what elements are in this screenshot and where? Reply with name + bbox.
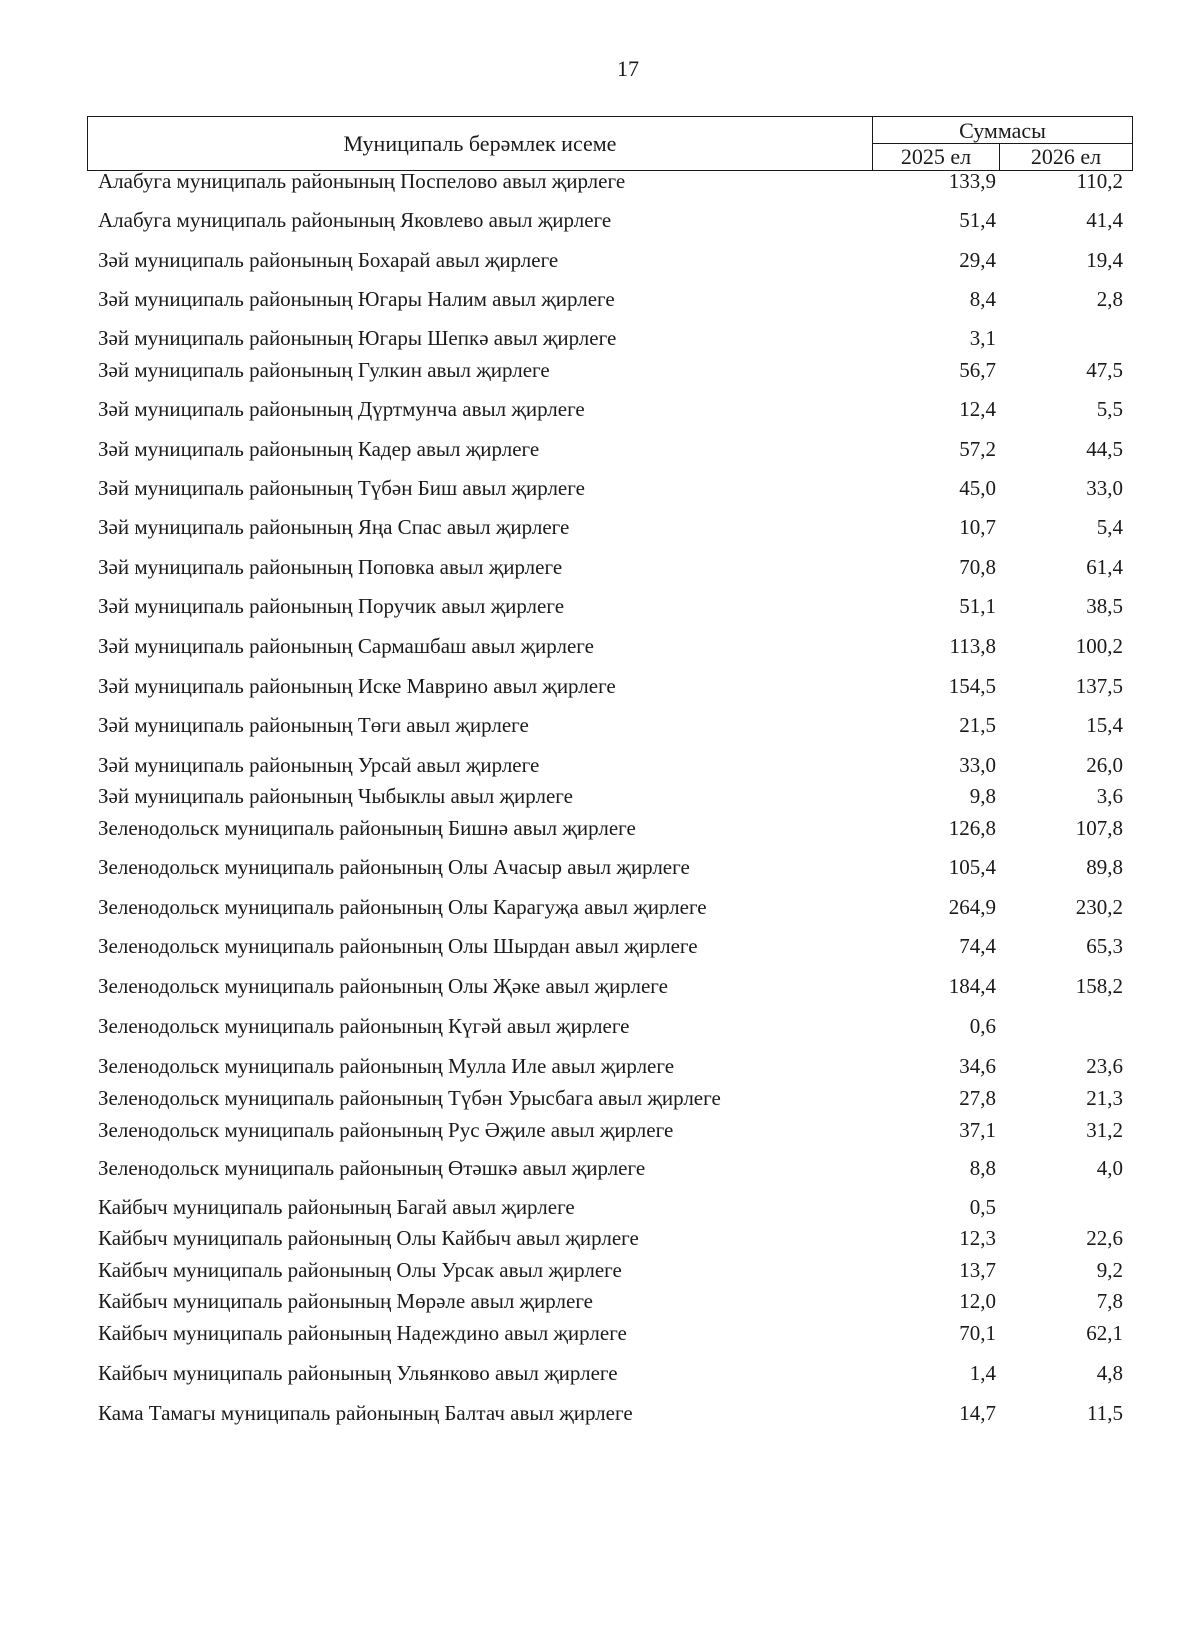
municipality-name: Алабуга муниципаль районының Поспелово авыл җирлеге [98, 169, 626, 193]
sum-2025: 113,8 [949, 634, 996, 658]
sum-2026: 31,2 [1086, 1118, 1123, 1142]
sum-2025: 14,7 [959, 1401, 996, 1425]
municipality-name: Зәй муниципаль районының Иске Маврино авыл җирлеге [98, 674, 616, 698]
sum-2026: 110,2 [1076, 169, 1123, 193]
table-row [0, 631, 1200, 661]
municipality-name: Зеленодольск муниципаль районының Күгәй авыл җирлеге [98, 1014, 630, 1038]
table-row [0, 394, 1200, 424]
sum-2026: 230,2 [1075, 895, 1123, 919]
sum-2026: 26,0 [1086, 753, 1123, 777]
table-row [0, 892, 1200, 922]
sum-2026: 5,5 [1096, 397, 1123, 421]
sum-2026: 7,8 [1096, 1289, 1123, 1313]
sum-2026: 61,4 [1086, 555, 1123, 579]
table-row [0, 1255, 1200, 1285]
municipality-name: Кама Тамагы муниципаль районының Балтач авыл җирлеге [98, 1401, 633, 1425]
municipality-name: Зәй муниципаль районының Югары Шепкә авыл җирлеге [98, 326, 617, 350]
table-row [0, 931, 1200, 961]
sum-2026: 9,2 [1096, 1258, 1123, 1282]
sum-2025: 154,5 [948, 674, 996, 698]
sum-2025: 1,4 [969, 1361, 996, 1385]
table-row [0, 1286, 1200, 1316]
municipality-name: Зеленодольск муниципаль районының Олы Ачасыр авыл җирлеге [98, 855, 690, 879]
sum-2025: 57,2 [959, 437, 996, 461]
sum-2025: 8,4 [969, 287, 996, 311]
table-row [0, 434, 1200, 464]
municipality-name: Зеленодольск муниципаль районының Өтәшкә авыл җирлеге [98, 1156, 646, 1180]
municipality-name: Зеленодольск муниципаль районының Олы Карагуҗа авыл җирлеге [98, 895, 707, 919]
sum-2025: 184,4 [948, 974, 996, 998]
sum-2026: 158,2 [1075, 974, 1123, 998]
sum-2026: 2,8 [1096, 287, 1123, 311]
sum-2025: 12,3 [959, 1226, 996, 1250]
municipality-name: Зәй муниципаль районының Кадер авыл җирлеге [98, 437, 540, 461]
sum-2025: 56,7 [959, 358, 996, 382]
table-row [0, 710, 1200, 740]
table-row [0, 245, 1200, 275]
sum-2025: 37,1 [959, 1118, 996, 1142]
table-row [0, 671, 1200, 701]
sum-2025: 126,8 [948, 816, 996, 840]
sum-2026: 21,3 [1086, 1086, 1123, 1110]
municipality-name: Зәй муниципаль районының Югары Налим авыл җирлеге [98, 287, 615, 311]
table-row [0, 1398, 1200, 1428]
municipality-name: Зеленодольск муниципаль районының Рус Әҗиле авыл җирлеге [98, 1118, 674, 1142]
municipality-name: Зәй муниципаль районының Чыбыклы авыл җирлеге [98, 784, 573, 808]
sum-2026: 47,5 [1086, 358, 1123, 382]
municipality-name: Зәй муниципаль районының Сармашбаш авыл җирлеге [98, 634, 594, 658]
sum-2025: 13,7 [959, 1258, 996, 1282]
sum-2026: 23,6 [1086, 1054, 1123, 1078]
table-row [0, 552, 1200, 582]
sum-2025: 8,8 [969, 1156, 996, 1180]
header-sum-column: Суммасы [873, 117, 1132, 144]
table-row [0, 813, 1200, 843]
table-row [0, 323, 1200, 353]
sum-2026: 11,5 [1087, 1401, 1123, 1425]
municipality-name: Зеленодольск муниципаль районының Бишнә авыл җирлеге [98, 816, 636, 840]
table-row [0, 1192, 1200, 1222]
sum-2026: 4,0 [1096, 1156, 1123, 1180]
municipality-name: Зеленодольск муниципаль районының Олы Җәке авыл җирлеге [98, 974, 668, 998]
sum-2026: 15,4 [1086, 713, 1123, 737]
sum-2025: 70,8 [959, 555, 996, 579]
municipality-name: Зәй муниципаль районының Дүртмунча авыл җирлеге [98, 397, 585, 421]
sum-2026: 33,0 [1086, 476, 1123, 500]
sum-2026: 89,8 [1086, 855, 1123, 879]
sum-2025: 10,7 [959, 515, 996, 539]
sum-2026: 137,5 [1075, 674, 1123, 698]
sum-2026: 38,5 [1086, 594, 1123, 618]
sum-2025: 133,9 [948, 169, 996, 193]
header-year-2025: 2025 ел [873, 144, 1000, 170]
municipality-name: Алабуга муниципаль районының Яковлево авыл җирлеге [98, 208, 612, 232]
sum-2026: 107,8 [1075, 816, 1123, 840]
municipality-name: Кайбыч муниципаль районының Мөрәле авыл җирлеге [98, 1289, 593, 1313]
municipality-name: Зәй муниципаль районының Поповка авыл җирлеге [98, 555, 563, 579]
table-row [0, 473, 1200, 503]
sum-2026: 4,8 [1096, 1361, 1123, 1385]
sum-2026: 100,2 [1075, 634, 1123, 658]
table-row [0, 591, 1200, 621]
sum-2025: 0,6 [969, 1014, 996, 1038]
sum-2026: 62,1 [1086, 1321, 1123, 1345]
sum-2025: 12,0 [959, 1289, 996, 1313]
sum-2026: 65,3 [1086, 934, 1123, 958]
table-row [0, 355, 1200, 385]
municipality-name: Кайбыч муниципаль районының Ульянково авыл җирлеге [98, 1361, 618, 1385]
sum-2025: 29,4 [959, 248, 996, 272]
table-row [0, 1223, 1200, 1253]
table-row [0, 750, 1200, 780]
municipality-name: Зәй муниципаль районының Поручик авыл җирлеге [98, 594, 565, 618]
municipality-name: Зәй муниципаль районының Урсай авыл җирлеге [98, 753, 540, 777]
sum-2026: 5,4 [1096, 515, 1123, 539]
sum-2025: 45,0 [959, 476, 996, 500]
sum-2025: 264,9 [948, 895, 996, 919]
municipality-name: Зәй муниципаль районының Гулкин авыл җирлеге [98, 358, 550, 382]
municipality-name: Зеленодольск муниципаль районының Мулла Иле авыл җирлеге [98, 1054, 675, 1078]
table-row [0, 1115, 1200, 1145]
sum-2026: 22,6 [1086, 1226, 1123, 1250]
table-row [0, 166, 1200, 196]
municipality-name: Зәй муниципаль районының Яңа Спас авыл җирлеге [98, 515, 570, 539]
municipality-name: Кайбыч муниципаль районының Олы Кайбыч авыл җирлеге [98, 1226, 639, 1250]
table-row [0, 284, 1200, 314]
municipality-name: Зәй муниципаль районының Түбән Биш авыл җирлеге [98, 476, 585, 500]
table-row [0, 512, 1200, 542]
table-row [0, 1051, 1200, 1081]
municipality-name: Зәй муниципаль районының Төги авыл җирлеге [98, 713, 529, 737]
sum-2025: 9,8 [969, 784, 996, 808]
sum-2025: 105,4 [948, 855, 996, 879]
sum-2025: 3,1 [969, 326, 996, 350]
page-number: 17 [617, 56, 639, 81]
table-row [0, 781, 1200, 811]
sum-2025: 33,0 [959, 753, 996, 777]
municipality-name: Кайбыч муниципаль районының Надеждино авыл җирлеге [98, 1321, 627, 1345]
municipality-name: Кайбыч муниципаль районының Багай авыл җирлеге [98, 1195, 575, 1219]
sum-2025: 27,8 [959, 1086, 996, 1110]
sum-2026: 3,6 [1096, 784, 1123, 808]
table-row [0, 1083, 1200, 1113]
sum-2026: 44,5 [1086, 437, 1123, 461]
table-row [0, 205, 1200, 235]
table-row [0, 971, 1200, 1001]
municipality-name: Зеленодольск муниципаль районының Олы Шырдан авыл җирлеге [98, 934, 698, 958]
municipality-name: Зеленодольск муниципаль районының Түбән Урысбага авыл җирлеге [98, 1086, 721, 1110]
sum-2025: 51,1 [959, 594, 996, 618]
sum-2025: 74,4 [959, 934, 996, 958]
municipality-name: Кайбыч муниципаль районының Олы Урсак авыл җирлеге [98, 1258, 622, 1282]
header-name-column: Муниципаль берәмлек исеме [88, 117, 873, 170]
table-row [0, 1153, 1200, 1183]
table-row [0, 1318, 1200, 1348]
sum-2025: 34,6 [959, 1054, 996, 1078]
table-row [0, 852, 1200, 882]
sum-2025: 21,5 [959, 713, 996, 737]
table-row [0, 1011, 1200, 1041]
header-year-2026: 2026 ел [1030, 144, 1102, 169]
municipality-name: Зәй муниципаль районының Бохарай авыл җирлеге [98, 248, 559, 272]
sum-2025: 12,4 [959, 397, 996, 421]
sum-2025: 51,4 [959, 208, 996, 232]
sum-2025: 0,5 [969, 1195, 996, 1219]
sum-2026: 19,4 [1086, 248, 1123, 272]
sum-2025: 70,1 [959, 1321, 996, 1345]
sum-2026: 41,4 [1086, 208, 1123, 232]
table-row [0, 1358, 1200, 1388]
